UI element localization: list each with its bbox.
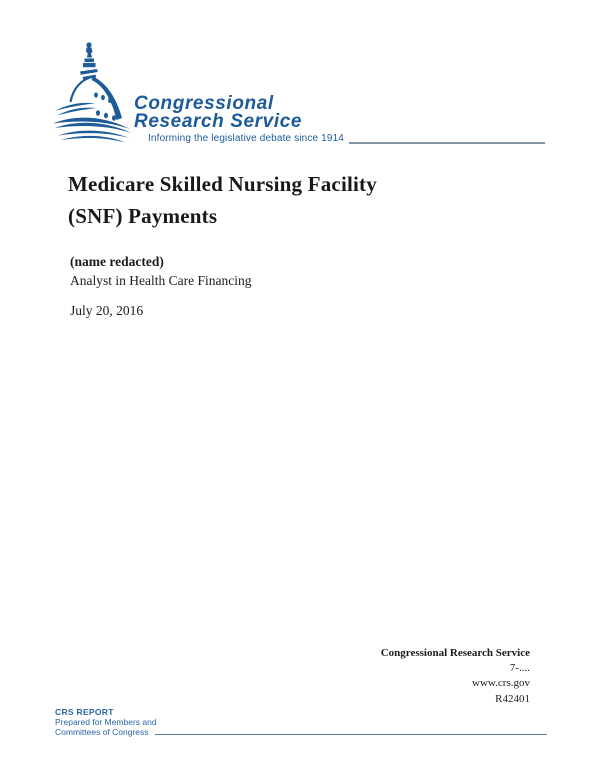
footer-phone: 7-.... — [509, 662, 530, 675]
author-block — [70, 253, 251, 290]
logo-tagline: Informing the legislative debate since 1914 — [148, 133, 345, 144]
crs-report-line1: Prepared for Members and — [55, 717, 157, 727]
capitol-dome-icon — [50, 40, 136, 143]
footer-report-number: R42401 — [495, 692, 530, 705]
footer-rule — [155, 734, 547, 736]
logo-name-line1: Congressional — [134, 93, 274, 114]
footer-website: www.crs.gov — [472, 677, 530, 690]
author-name: (name redacted) — [70, 254, 164, 269]
report-title-line2: (SNF) Payments — [68, 204, 218, 228]
footer-org-name: Congressional Research Service — [380, 647, 530, 659]
crs-logo-text — [134, 95, 545, 145]
footer-crs-report-block — [55, 707, 547, 737]
report-title — [68, 168, 377, 232]
crs-report-line2: Committees of Congress — [55, 727, 149, 737]
logo-name-line2: Research Service — [134, 111, 303, 132]
crs-report-label: CRS REPORT — [55, 707, 114, 717]
author-role: Analyst in Health Care Financing — [70, 272, 252, 288]
report-date: July 20, 2016 — [70, 303, 144, 318]
report-title-line1: Medicare Skilled Nursing Facility — [68, 172, 377, 196]
footer-publication-info — [381, 646, 530, 707]
header-rule — [349, 142, 545, 144]
